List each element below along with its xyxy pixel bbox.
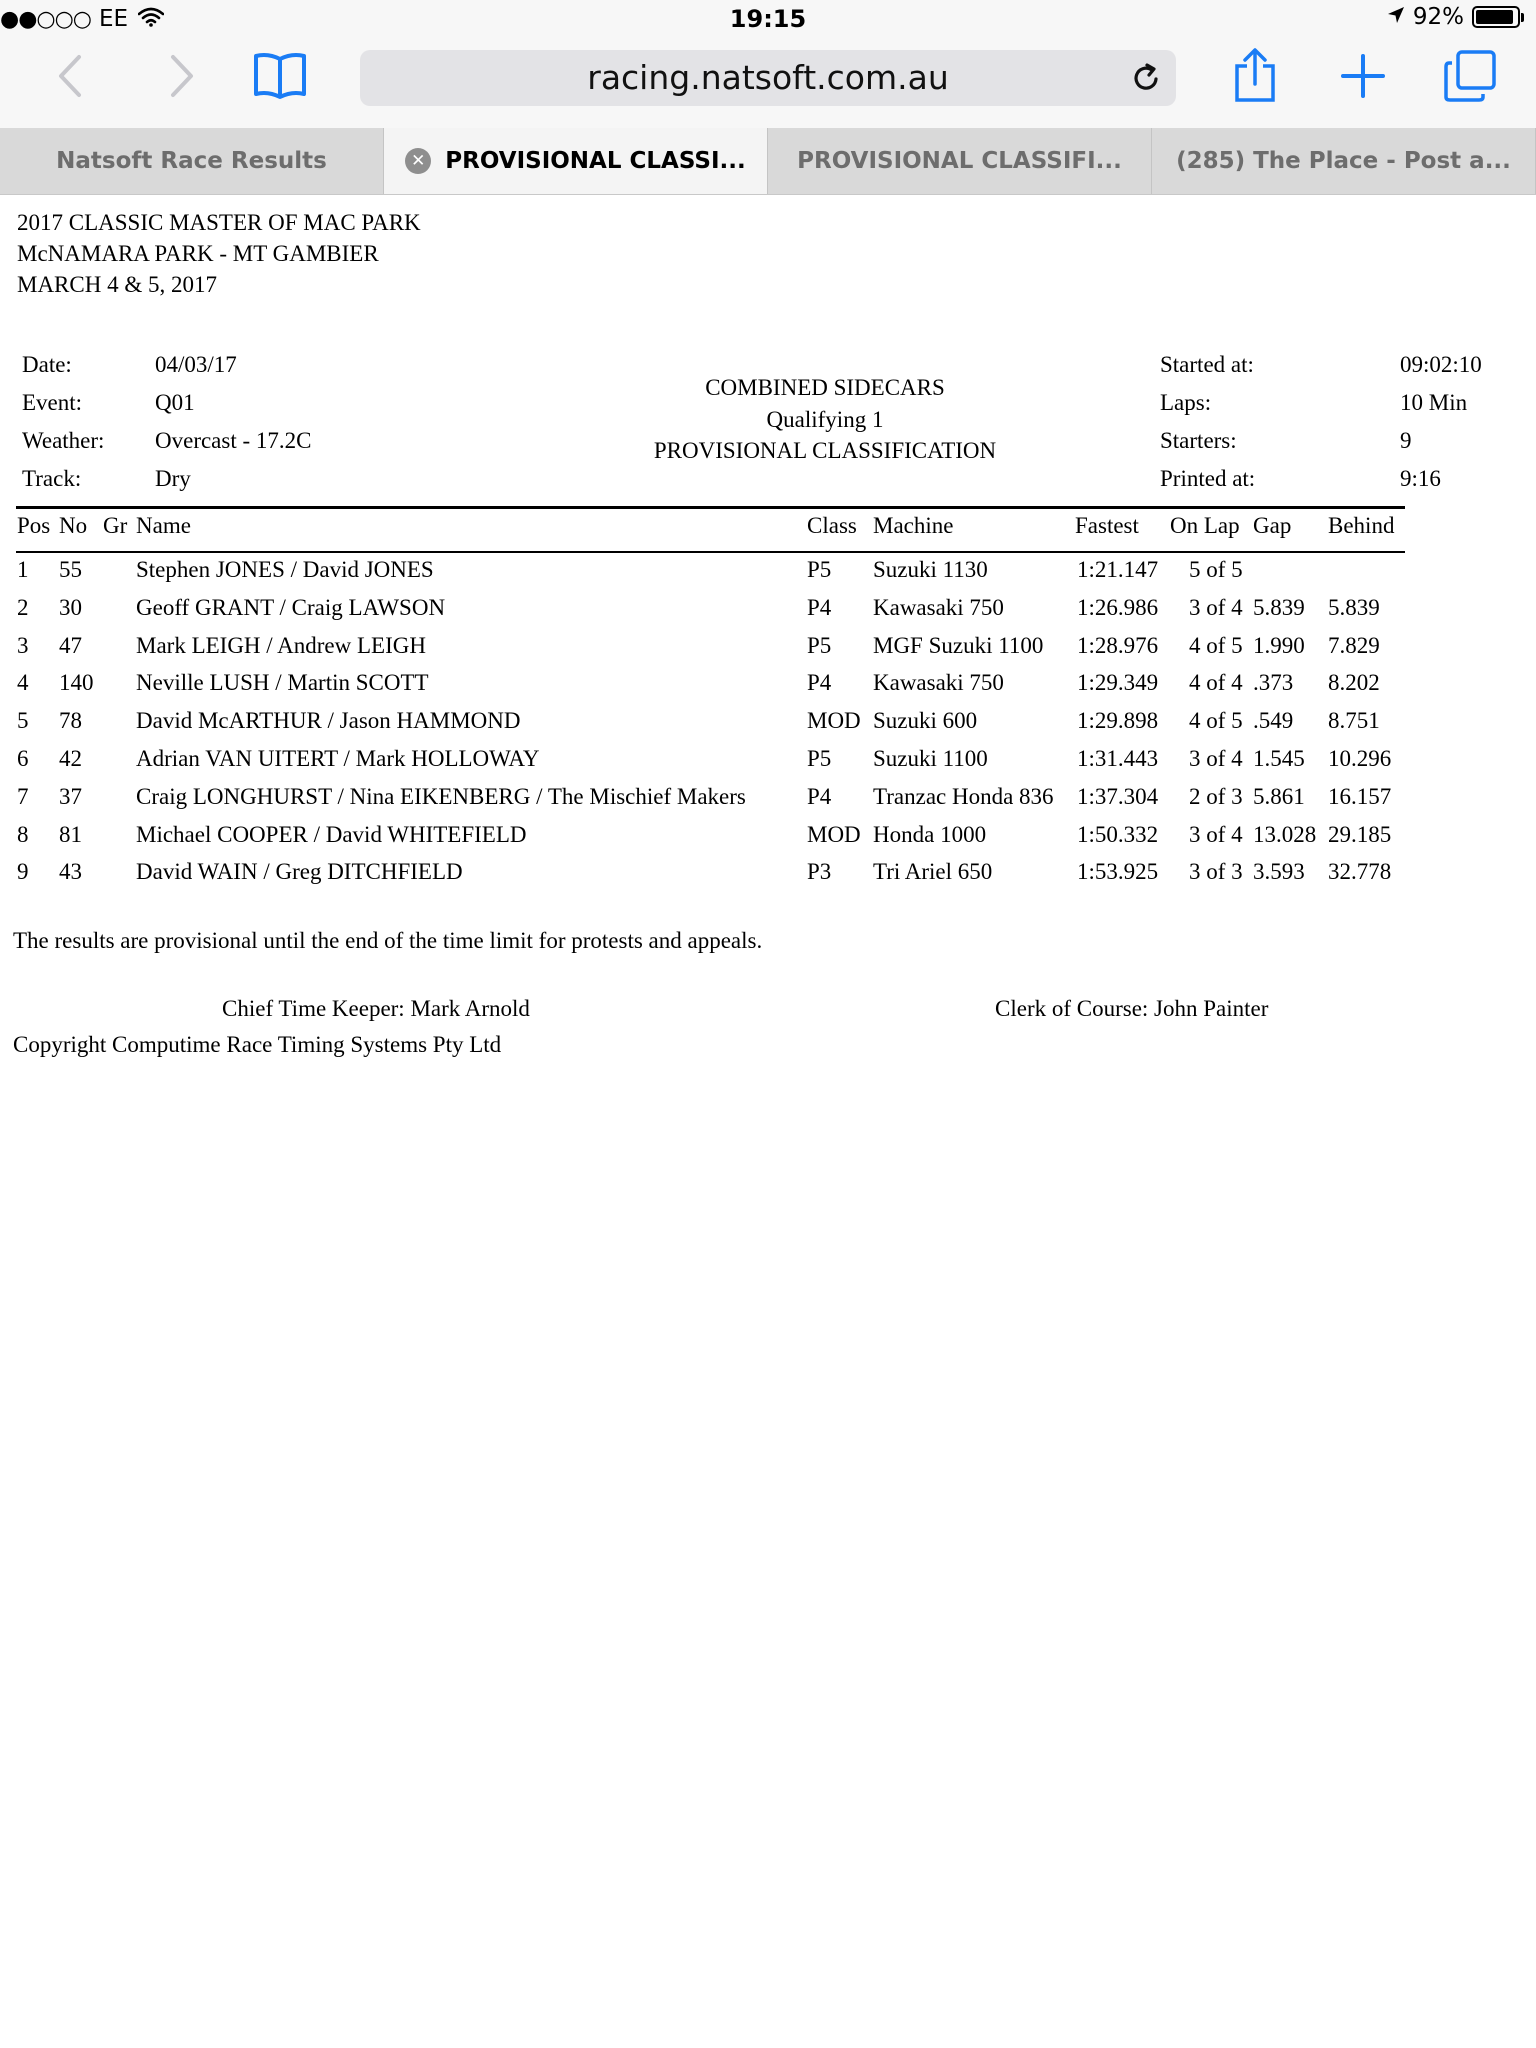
cell-machine: Tri Ariel 650: [873, 859, 993, 885]
cell-gap: 3.593: [1253, 859, 1305, 885]
cell-fastest: 1:29.349: [1077, 670, 1159, 696]
cell-no: 47: [59, 632, 82, 658]
meeting-dates: MARCH 4 & 5, 2017: [17, 272, 217, 297]
cell-name: Geoff GRANT / Craig LAWSON: [136, 594, 446, 620]
tab-the-place[interactable]: [1152, 128, 1536, 194]
cell-name: Michael COOPER / David WHITEFIELD: [136, 821, 527, 847]
class-title: COMBINED SIDECARS: [705, 375, 945, 400]
starters-value: 9: [1400, 428, 1412, 453]
col-gap: Gap: [1253, 513, 1292, 538]
cell-class: P5: [807, 632, 832, 658]
table-row: [0, 633, 1536, 671]
cell-no: 81: [59, 821, 82, 847]
cell-onlap: 4 of 4: [1189, 670, 1243, 696]
tab-label: Natsoft Race Results: [56, 148, 327, 174]
status-right: [1387, 4, 1524, 30]
starters-label: Starters:: [1160, 428, 1237, 453]
cell-pos: 1: [17, 557, 29, 582]
back-button[interactable]: [48, 46, 92, 106]
cell-onlap: 3 of 4: [1189, 821, 1243, 847]
laps-label: Laps:: [1160, 390, 1212, 415]
cell-gap: 5.839: [1253, 594, 1305, 620]
cell-no: 140: [59, 670, 94, 696]
printed-label: Printed at:: [1160, 466, 1256, 491]
cell-no: 55: [59, 557, 82, 582]
laps-value: 10 Min: [1400, 390, 1468, 415]
tab-label: PROVISIONAL CLASSI...: [445, 148, 746, 174]
cell-behind: 5.839: [1328, 594, 1380, 620]
cell-machine: MGF Suzuki 1100: [873, 632, 1044, 658]
date-value: 04/03/17: [155, 352, 237, 377]
close-tab-icon[interactable]: ✕: [405, 148, 431, 174]
cell-class: P4: [807, 783, 832, 809]
event-value: Q01: [155, 390, 195, 415]
cell-behind: 8.202: [1328, 670, 1380, 696]
cell-pos: 7: [17, 783, 29, 809]
header-rule-top: [16, 506, 1405, 509]
table-row: [0, 595, 1536, 633]
classification-status: PROVISIONAL CLASSIFICATION: [653, 438, 997, 463]
cell-no: 78: [59, 708, 82, 734]
cell-onlap: 3 of 3: [1189, 859, 1243, 885]
started-label: Started at:: [1160, 352, 1254, 377]
cell-name: Craig LONGHURST / Nina EIKENBERG / The Mischief Makers: [136, 783, 746, 809]
cell-class: P5: [807, 557, 832, 582]
tab-label: (285) The Place - Post a...: [1176, 148, 1511, 174]
provisional-notice: The results are provisional until the end of the time limit for protests and appeals.: [13, 928, 763, 953]
carrier-name: EE: [98, 6, 129, 32]
col-no: No: [59, 513, 88, 538]
reload-button[interactable]: [1130, 62, 1162, 94]
signal-strength-icon: ●●○○○: [0, 6, 91, 32]
cell-behind: 10.296: [1328, 746, 1392, 771]
meeting-title: 2017 CLASSIC MASTER OF MAC PARK: [17, 210, 421, 235]
tab-natsoft-results[interactable]: [0, 128, 384, 194]
cell-class: P3: [807, 859, 832, 885]
cell-behind: 32.778: [1328, 859, 1392, 885]
col-class: Class: [807, 513, 857, 538]
cell-behind: 8.751: [1328, 708, 1380, 734]
address-bar[interactable]: [360, 50, 1176, 106]
cell-pos: 5: [17, 708, 29, 734]
cell-gap: 13.028: [1253, 821, 1317, 847]
cell-behind: 7.829: [1328, 632, 1380, 658]
forward-button[interactable]: [160, 46, 204, 106]
browser-toolbar: [0, 40, 1536, 128]
share-icon: [1233, 48, 1277, 104]
weather-label: Weather:: [22, 428, 105, 453]
cell-name: Stephen JONES / David JONES: [136, 557, 434, 582]
cell-pos: 8: [17, 821, 29, 847]
cell-class: MOD: [807, 708, 861, 734]
col-pos: Pos: [17, 513, 51, 538]
copyright: Copyright Computime Race Timing Systems Pty Ltd: [13, 1032, 502, 1057]
col-fastest: Fastest: [1075, 513, 1139, 538]
cell-fastest: 1:53.925: [1077, 859, 1159, 885]
battery-icon: [1472, 6, 1520, 28]
reload-icon: [1130, 62, 1162, 94]
cell-onlap: 4 of 5: [1189, 708, 1243, 734]
table-row: [0, 708, 1536, 746]
session-name: Qualifying 1: [766, 407, 884, 432]
cell-pos: 9: [17, 859, 29, 885]
cell-gap: .373: [1253, 670, 1294, 696]
cell-fastest: 1:28.976: [1077, 632, 1159, 658]
cell-class: P4: [807, 594, 832, 620]
url-text: racing.natsoft.com.au: [587, 58, 949, 97]
cell-fastest: 1:26.986: [1077, 594, 1159, 620]
cell-machine: Suzuki 1100: [873, 746, 988, 771]
status-time: 19:15: [729, 5, 807, 33]
table-header: [0, 513, 1536, 551]
cell-no: 37: [59, 783, 82, 809]
location-arrow-icon: [1387, 4, 1405, 30]
tab-provisional-active[interactable]: [384, 128, 768, 194]
plus-icon: [1339, 52, 1387, 100]
table-row: [0, 859, 1536, 897]
cell-onlap: 4 of 5: [1189, 632, 1243, 658]
cell-onlap: 2 of 3: [1189, 783, 1243, 809]
cell-fastest: 1:37.304: [1077, 783, 1159, 809]
bookmarks-button[interactable]: [250, 46, 310, 106]
tabs-overview-button[interactable]: [1440, 46, 1500, 106]
col-machine: Machine: [873, 513, 954, 538]
cell-name: Mark LEIGH / Andrew LEIGH: [136, 632, 426, 658]
cell-machine: Honda 1000: [873, 821, 987, 847]
table-row: [0, 746, 1536, 784]
cell-behind: 29.185: [1328, 821, 1392, 847]
cell-machine: Kawasaki 750: [873, 670, 1004, 696]
col-name: Name: [136, 513, 191, 538]
tab-label: PROVISIONAL CLASSIFI...: [797, 148, 1122, 174]
clerk-of-course: Clerk of Course: John Painter: [995, 996, 1269, 1021]
tab-bar: [0, 128, 1536, 195]
table-row: [0, 784, 1536, 822]
header-rule-bottom: [16, 551, 1405, 553]
cell-no: 43: [59, 859, 82, 885]
cell-onlap: 3 of 4: [1189, 594, 1243, 620]
cell-fastest: 1:29.898: [1077, 708, 1159, 734]
cell-name: David WAIN / Greg DITCHFIELD: [136, 859, 463, 885]
status-bar: [0, 0, 1536, 40]
track-label: Track:: [22, 466, 82, 491]
cell-pos: 2: [17, 594, 29, 620]
cell-pos: 4: [17, 670, 29, 696]
cell-machine: Suzuki 1130: [873, 557, 988, 582]
cell-pos: 3: [17, 632, 29, 658]
cell-name: David McARTHUR / Jason HAMMOND: [136, 708, 521, 734]
new-tab-button[interactable]: [1336, 46, 1390, 106]
tab-provisional-2[interactable]: [768, 128, 1152, 194]
cell-class: MOD: [807, 821, 861, 847]
table-row: [0, 670, 1536, 708]
chevron-right-icon: [169, 54, 195, 98]
cell-no: 30: [59, 594, 82, 620]
started-value: 09:02:10: [1400, 352, 1482, 377]
cell-no: 42: [59, 746, 82, 771]
col-gr: Gr: [103, 513, 128, 538]
event-label: Event:: [22, 390, 83, 415]
battery-percent: 92%: [1412, 4, 1464, 30]
chevron-left-icon: [57, 54, 83, 98]
col-behind: Behind: [1328, 513, 1395, 538]
chief-timekeeper: Chief Time Keeper: Mark Arnold: [222, 996, 530, 1021]
cell-machine: Kawasaki 750: [873, 594, 1004, 620]
cell-fastest: 1:21.147: [1077, 557, 1159, 582]
cell-machine: Tranzac Honda 836: [873, 783, 1054, 809]
date-label: Date:: [22, 352, 72, 377]
venue: McNAMARA PARK - MT GAMBIER: [17, 241, 379, 266]
cell-class: P4: [807, 670, 832, 696]
cell-name: Neville LUSH / Martin SCOTT: [136, 670, 429, 696]
cell-fastest: 1:50.332: [1077, 821, 1159, 847]
printed-value: 9:16: [1400, 466, 1441, 491]
table-row: [0, 557, 1536, 595]
cell-gap: .549: [1253, 708, 1294, 734]
cell-onlap: 5 of 5: [1189, 557, 1243, 582]
cell-behind: 16.157: [1328, 783, 1392, 809]
table-row: [0, 822, 1536, 860]
col-onlap: On Lap: [1170, 513, 1240, 538]
tabs-icon: [1443, 49, 1497, 103]
book-icon: [252, 51, 308, 101]
weather-value: Overcast - 17.2C: [155, 428, 312, 453]
cell-gap: 5.861: [1253, 783, 1305, 809]
cell-name: Adrian VAN UITERT / Mark HOLLOWAY: [136, 746, 540, 771]
cell-machine: Suzuki 600: [873, 708, 978, 734]
share-button[interactable]: [1230, 46, 1280, 106]
cell-class: P5: [807, 746, 832, 771]
cell-gap: 1.990: [1253, 632, 1305, 658]
cell-gap: 1.545: [1253, 746, 1305, 771]
cell-pos: 6: [17, 746, 29, 771]
cell-fastest: 1:31.443: [1077, 746, 1159, 771]
cell-onlap: 3 of 4: [1189, 746, 1243, 771]
track-value: Dry: [155, 466, 191, 491]
